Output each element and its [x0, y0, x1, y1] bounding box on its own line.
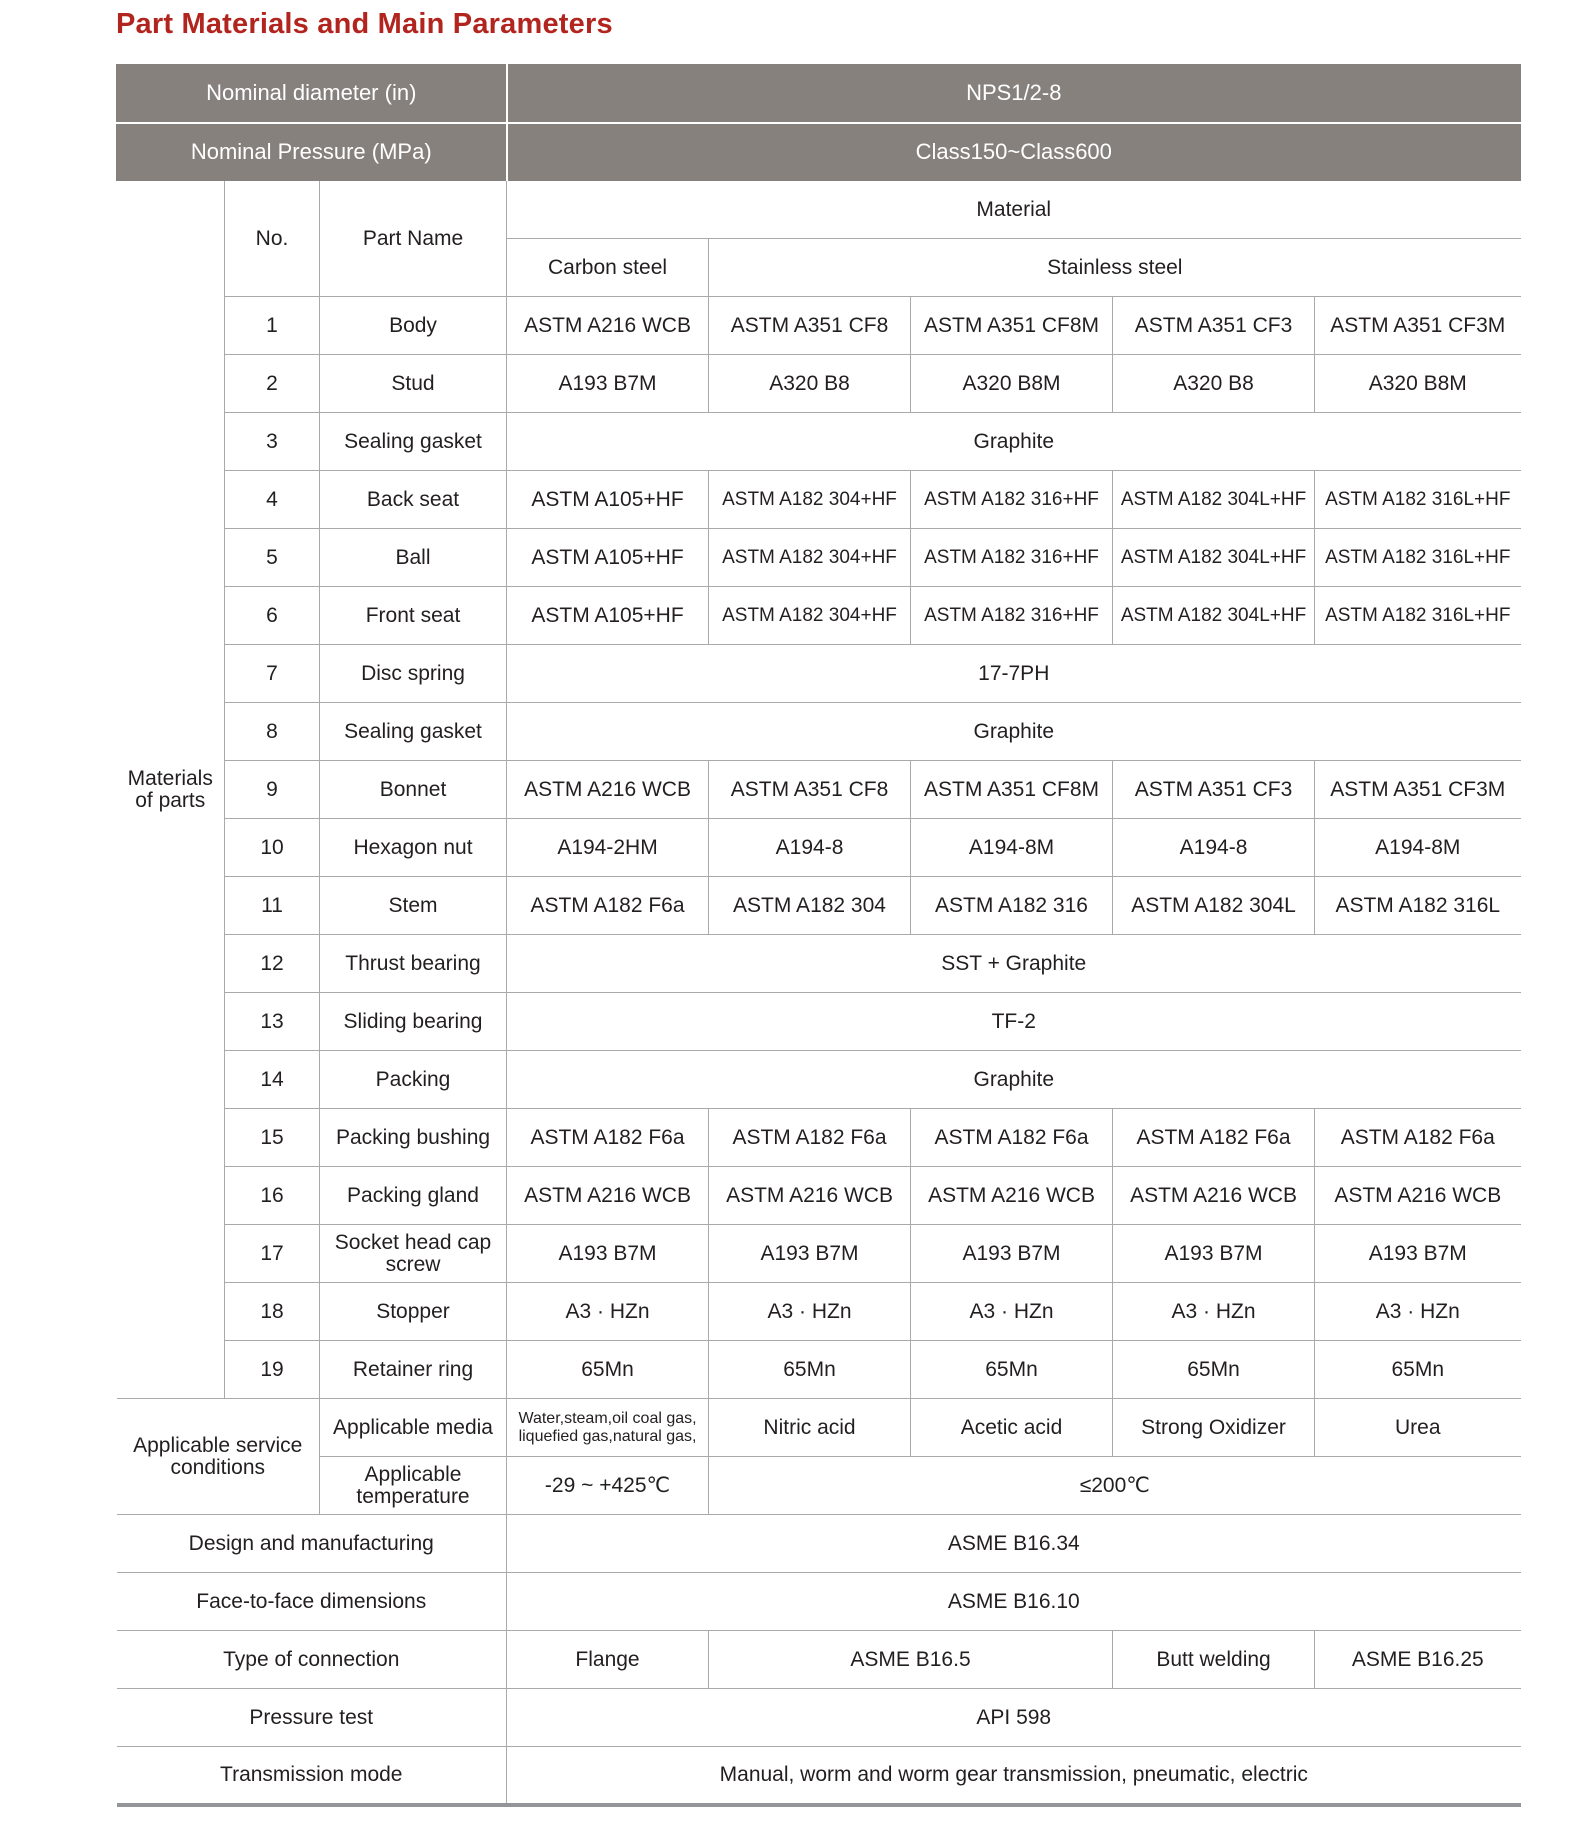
col-carbon-steel-header: Carbon steel [507, 239, 709, 297]
material-stainless-steel: A193 B7M [709, 1225, 911, 1283]
part-name: Body [320, 297, 507, 355]
material-stainless-steel: A320 B8M [1315, 355, 1521, 413]
part-number: 15 [225, 1109, 320, 1167]
temperature-carbon-steel: -29 ~ +425℃ [507, 1457, 709, 1515]
part-name: Front seat [320, 587, 507, 645]
material-stainless-steel: ASTM A351 CF3 [1113, 297, 1315, 355]
connection-flange-standard: ASME B16.5 [709, 1631, 1113, 1689]
material-merged: TF-2 [507, 993, 1521, 1051]
table-row [117, 587, 1521, 645]
material-stainless-steel: ASTM A182 316L+HF [1315, 529, 1521, 587]
material-stainless-steel: A3 · HZn [709, 1283, 911, 1341]
transmission-value: Manual, worm and worm gear transmission, pneumatic, electric [507, 1747, 1521, 1805]
part-number: 10 [225, 819, 320, 877]
service-temperature-row [117, 1457, 1521, 1515]
face-to-face-row [117, 1573, 1521, 1631]
table-row [117, 471, 1521, 529]
material-stainless-steel: ASTM A182 316 [911, 877, 1113, 935]
part-number: 3 [225, 413, 320, 471]
material-stainless-steel: ASTM A182 316+HF [911, 587, 1113, 645]
part-number: 17 [225, 1225, 320, 1283]
connection-row [117, 1631, 1521, 1689]
part-name: Ball [320, 529, 507, 587]
part-number: 14 [225, 1051, 320, 1109]
part-number: 13 [225, 993, 320, 1051]
material-stainless-steel: ASTM A182 304+HF [709, 471, 911, 529]
table-row [117, 935, 1521, 993]
material-merged: Graphite [507, 703, 1521, 761]
table-row [117, 877, 1521, 935]
part-name: Stud [320, 355, 507, 413]
material-merged: 17-7PH [507, 645, 1521, 703]
table-row [117, 819, 1521, 877]
media-stainless-3: Strong Oxidizer [1113, 1399, 1315, 1457]
table-row [117, 1051, 1521, 1109]
material-stainless-steel: A194-8 [1113, 819, 1315, 877]
connection-label: Type of connection [117, 1631, 507, 1689]
part-name: Bonnet [320, 761, 507, 819]
table-row [117, 297, 1521, 355]
nominal-diameter-label: Nominal diameter (in) [117, 65, 507, 123]
part-name: Thrust bearing [320, 935, 507, 993]
service-media-row [117, 1399, 1521, 1457]
table-row [117, 1341, 1521, 1399]
material-stainless-steel: ASTM A182 F6a [1113, 1109, 1315, 1167]
material-stainless-steel: ASTM A351 CF3M [1315, 297, 1521, 355]
material-header-row [117, 181, 1521, 239]
table-row [117, 1225, 1521, 1283]
material-stainless-steel: A194-8M [1315, 819, 1521, 877]
part-number: 2 [225, 355, 320, 413]
connection-butt-welding: Butt welding [1113, 1631, 1315, 1689]
material-stainless-steel: ASTM A182 304L+HF [1113, 587, 1315, 645]
part-name: Hexagon nut [320, 819, 507, 877]
material-stainless-steel: ASTM A182 316+HF [911, 471, 1113, 529]
material-stainless-steel: ASTM A182 316L+HF [1315, 471, 1521, 529]
material-carbon-steel: ASTM A105+HF [507, 529, 709, 587]
transmission-row [117, 1747, 1521, 1805]
nominal-diameter-row [117, 65, 1521, 123]
material-stainless-steel: ASTM A351 CF3 [1113, 761, 1315, 819]
material-stainless-steel: A194-8M [911, 819, 1113, 877]
part-number: 19 [225, 1341, 320, 1399]
material-stainless-steel: A194-8 [709, 819, 911, 877]
material-stainless-steel: ASTM A182 F6a [911, 1109, 1113, 1167]
material-carbon-steel: A194-2HM [507, 819, 709, 877]
part-name: Packing bushing [320, 1109, 507, 1167]
part-name: Socket head cap screw [320, 1225, 507, 1283]
table-row [117, 645, 1521, 703]
material-stainless-steel: ASTM A182 316L [1315, 877, 1521, 935]
material-stainless-steel: ASTM A182 304 [709, 877, 911, 935]
materials-section-label: Materials of parts [117, 181, 225, 1399]
material-stainless-steel: A320 B8 [1113, 355, 1315, 413]
material-stainless-steel: ASTM A216 WCB [1113, 1167, 1315, 1225]
material-carbon-steel: ASTM A216 WCB [507, 297, 709, 355]
material-carbon-steel: A193 B7M [507, 1225, 709, 1283]
design-label: Design and manufacturing [117, 1515, 507, 1573]
material-stainless-steel: A3 · HZn [911, 1283, 1113, 1341]
material-stainless-steel: ASTM A216 WCB [709, 1167, 911, 1225]
material-stainless-steel: 65Mn [1315, 1341, 1521, 1399]
media-stainless-4: Urea [1315, 1399, 1521, 1457]
material-carbon-steel: ASTM A105+HF [507, 471, 709, 529]
material-stainless-steel: A3 · HZn [1113, 1283, 1315, 1341]
part-name: Disc spring [320, 645, 507, 703]
col-part-name-header: Part Name [320, 181, 507, 297]
nominal-diameter-value: NPS1/2-8 [507, 65, 1521, 123]
material-stainless-steel: ASTM A182 304L+HF [1113, 529, 1315, 587]
material-stainless-steel: A193 B7M [1315, 1225, 1521, 1283]
material-carbon-steel: A3 · HZn [507, 1283, 709, 1341]
material-carbon-steel: ASTM A182 F6a [507, 1109, 709, 1167]
col-no-header: No. [225, 181, 320, 297]
material-stainless-steel: ASTM A182 304L [1113, 877, 1315, 935]
connection-butt-standard: ASME B16.25 [1315, 1631, 1521, 1689]
material-stainless-steel: ASTM A182 F6a [709, 1109, 911, 1167]
page-title: Part Materials and Main Parameters [116, 8, 613, 40]
part-number: 9 [225, 761, 320, 819]
part-name: Sealing gasket [320, 413, 507, 471]
material-stainless-steel: A320 B8M [911, 355, 1113, 413]
service-conditions-label: Applicable service conditions [117, 1399, 320, 1515]
material-stainless-steel: ASTM A216 WCB [911, 1167, 1113, 1225]
pressure-test-label: Pressure test [117, 1689, 507, 1747]
material-stainless-steel: ASTM A351 CF8 [709, 761, 911, 819]
part-number: 1 [225, 297, 320, 355]
material-stainless-steel: A3 · HZn [1315, 1283, 1521, 1341]
face-to-face-label: Face-to-face dimensions [117, 1573, 507, 1631]
part-name: Sealing gasket [320, 703, 507, 761]
table-row [117, 1109, 1521, 1167]
part-name: Retainer ring [320, 1341, 507, 1399]
material-stainless-steel: A320 B8 [709, 355, 911, 413]
part-number: 18 [225, 1283, 320, 1341]
material-stainless-steel: 65Mn [911, 1341, 1113, 1399]
material-merged: Graphite [507, 1051, 1521, 1109]
material-stainless-steel: ASTM A351 CF8M [911, 761, 1113, 819]
media-carbon-steel: Water,steam,oil coal gas, liquefied gas,natural gas, [507, 1399, 709, 1457]
part-name: Stopper [320, 1283, 507, 1341]
part-number: 11 [225, 877, 320, 935]
media-stainless-1: Nitric acid [709, 1399, 911, 1457]
transmission-label: Transmission mode [117, 1747, 507, 1805]
part-number: 16 [225, 1167, 320, 1225]
material-stainless-steel: ASTM A182 F6a [1315, 1109, 1521, 1167]
table-row [117, 1283, 1521, 1341]
table-row [117, 993, 1521, 1051]
face-to-face-value: ASME B16.10 [507, 1573, 1521, 1631]
material-stainless-steel: ASTM A351 CF8M [911, 297, 1113, 355]
connection-flange: Flange [507, 1631, 709, 1689]
applicable-temperature-label: Applicable temperature [320, 1457, 507, 1515]
material-stainless-steel: A193 B7M [911, 1225, 1113, 1283]
material-carbon-steel: ASTM A182 F6a [507, 877, 709, 935]
material-stainless-steel: ASTM A182 316L+HF [1315, 587, 1521, 645]
material-stainless-steel: ASTM A182 304+HF [709, 587, 911, 645]
material-carbon-steel: ASTM A216 WCB [507, 761, 709, 819]
table-row [117, 703, 1521, 761]
pressure-test-value: API 598 [507, 1689, 1521, 1747]
material-merged: SST + Graphite [507, 935, 1521, 993]
part-name: Sliding bearing [320, 993, 507, 1051]
part-number: 12 [225, 935, 320, 993]
nominal-pressure-label: Nominal Pressure (MPa) [117, 123, 507, 181]
material-stainless-steel: ASTM A216 WCB [1315, 1167, 1521, 1225]
material-carbon-steel: A193 B7M [507, 355, 709, 413]
part-name: Packing gland [320, 1167, 507, 1225]
material-carbon-steel: ASTM A105+HF [507, 587, 709, 645]
part-number: 7 [225, 645, 320, 703]
part-number: 6 [225, 587, 320, 645]
part-number: 5 [225, 529, 320, 587]
part-name: Back seat [320, 471, 507, 529]
design-row [117, 1515, 1521, 1573]
material-carbon-steel: 65Mn [507, 1341, 709, 1399]
material-stainless-steel: ASTM A182 304L+HF [1113, 471, 1315, 529]
material-stainless-steel: ASTM A182 304+HF [709, 529, 911, 587]
material-stainless-steel: 65Mn [1113, 1341, 1315, 1399]
table-row [117, 413, 1521, 471]
nominal-pressure-value: Class150~Class600 [507, 123, 1521, 181]
material-stainless-steel: ASTM A351 CF8 [709, 297, 911, 355]
part-name: Stem [320, 877, 507, 935]
table-row [117, 529, 1521, 587]
material-carbon-steel: ASTM A216 WCB [507, 1167, 709, 1225]
design-value: ASME B16.34 [507, 1515, 1521, 1573]
part-number: 8 [225, 703, 320, 761]
table-row [117, 355, 1521, 413]
table-row [117, 1167, 1521, 1225]
material-stainless-steel: 65Mn [709, 1341, 911, 1399]
material-stainless-steel: ASTM A182 316+HF [911, 529, 1113, 587]
table-row [117, 761, 1521, 819]
part-number: 4 [225, 471, 320, 529]
spec-table [116, 64, 1521, 1807]
part-name: Packing [320, 1051, 507, 1109]
applicable-media-label: Applicable media [320, 1399, 507, 1457]
col-stainless-steel-header: Stainless steel [709, 239, 1521, 297]
material-merged: Graphite [507, 413, 1521, 471]
material-stainless-steel: ASTM A351 CF3M [1315, 761, 1521, 819]
temperature-stainless-steel: ≤200℃ [709, 1457, 1521, 1515]
media-stainless-2: Acetic acid [911, 1399, 1113, 1457]
nominal-pressure-row [117, 123, 1521, 181]
material-stainless-steel: A193 B7M [1113, 1225, 1315, 1283]
col-material-header: Material [507, 181, 1521, 239]
pressure-test-row [117, 1689, 1521, 1747]
